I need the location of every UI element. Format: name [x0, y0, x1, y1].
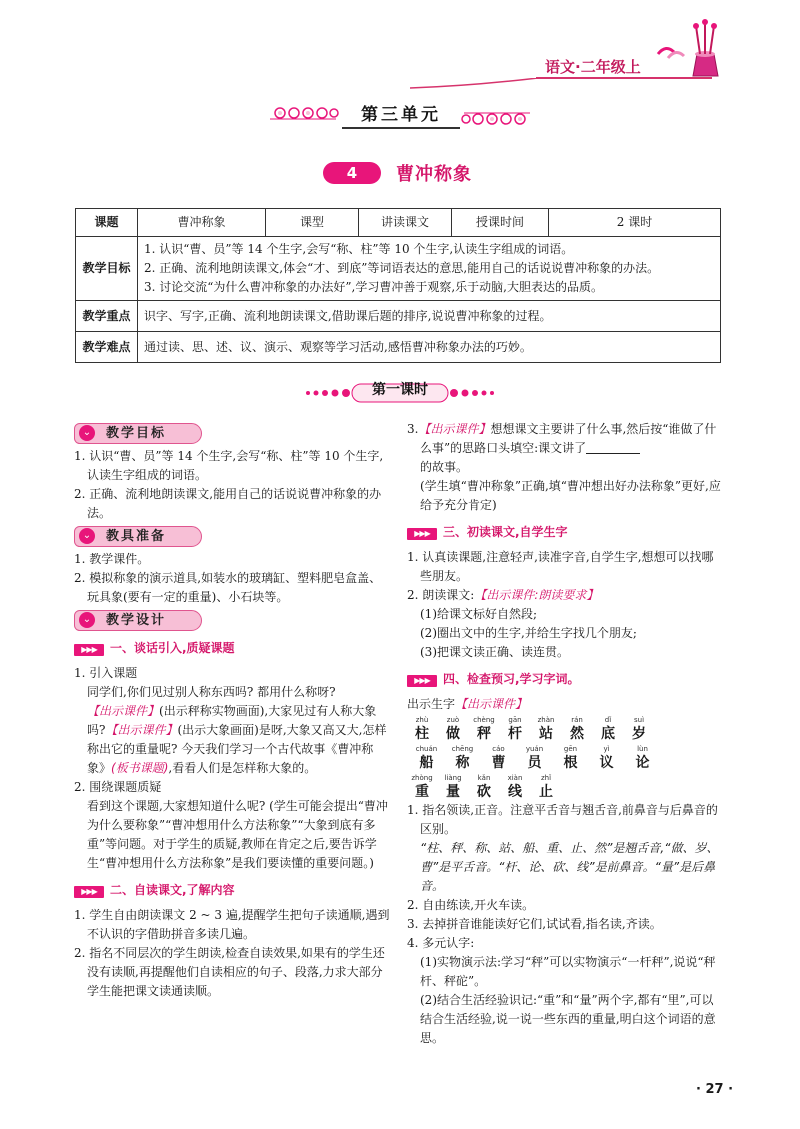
hanzi: 砍 — [477, 784, 491, 800]
table-header-goals: 教学目标 — [76, 237, 138, 301]
table-row — [76, 209, 721, 237]
chevron-down-icon: ⌄ — [79, 612, 95, 628]
triple-arrow-icon: ▶▶▶ — [74, 886, 104, 898]
paragraph: 【出示课件】(出示秤称实物画面),大家见过有人称大象吗?【出示课件】(出示大象画面)是呀,大象又高又大,怎样称出它的重量呢? 今天我们学习一个古代故事《曹冲称象》(板书课题),看看人们是怎样称大象的。 — [87, 704, 387, 775]
unit-title: 第三单元 — [342, 103, 460, 129]
table-header-type: 课型 — [266, 209, 359, 237]
lesson-title: 曹冲称象 — [396, 164, 472, 185]
right-column — [407, 420, 722, 1048]
pinyin: yuán — [525, 745, 544, 753]
table-header-difficulties: 教学难点 — [76, 332, 138, 363]
pinyin: chèng — [473, 716, 495, 724]
pinyin: chuán — [415, 745, 438, 753]
hanzi: 根 — [563, 755, 578, 771]
paragraph: 看到这个课题,大家想知道什么呢? (学生可能会提出“曹冲为什么要称象”“曹冲想用什么方法称象”“大象到底有多重”等问题。对于学生的质疑,教师在肯定之后,要告诉学生“曹冲想用什么方法称象”是我们要读懂的重要问题。) — [87, 799, 388, 870]
header-subject-label: 语文·二年级上 — [545, 58, 641, 76]
pinyin: yì — [603, 745, 610, 753]
hanzi: 岁 — [632, 726, 646, 742]
triple-arrow-icon: ▶▶▶ — [74, 644, 104, 656]
hanzi: 底 — [601, 726, 615, 742]
pinyin: zhòng — [411, 774, 433, 782]
chevron-down-icon: ⌄ — [79, 425, 95, 441]
pinyin: xiàn — [507, 774, 523, 782]
paragraph: 同学们,你们见过别人称东西吗? 都用什么称呀? — [87, 685, 336, 699]
char-item — [562, 716, 592, 743]
hanzi: 议 — [599, 755, 614, 771]
sub-item: (3)把课文读正确、读连贯。 — [420, 645, 569, 659]
list-item: 1. 引入课题 — [74, 666, 138, 680]
pinyin: chēng — [451, 745, 474, 753]
goal-item: 3. 讨论交流“为什么曹冲称象的办法好”,学习曹冲善于观察,乐于动脑,大胆表达的品质。 — [144, 280, 603, 294]
char-item — [517, 745, 552, 772]
char-item — [593, 716, 623, 743]
pinyin: lùn — [637, 745, 648, 753]
char-item — [469, 716, 499, 743]
pinyin: zhù — [415, 716, 429, 724]
hanzi: 秤 — [477, 726, 491, 742]
char-item — [500, 716, 530, 743]
list-item: 2. 自由练读,开火车读。 — [407, 898, 535, 912]
hanzi: 重 — [415, 784, 429, 800]
char-item — [625, 745, 660, 772]
section-label-design: ⌄ 教学设计 — [74, 610, 202, 631]
list-item: 3.【出示课件】想想课文主要讲了什么事,然后按“谁做了什么事”的思路口头填空:课文讲了 的故事。 — [407, 422, 717, 474]
paragraph: “柱、秤、称、站、船、重、止、然”是翘舌音,“做、岁、曹”是平舌音。“杆、论、砍、线”是前鼻音。“量”是后鼻音。 — [420, 841, 719, 893]
goal-item: 2. 正确、流利地朗读课文,体会“才、到底”等词语表达的意思,能用自己的话说说曹冲称象的办法。 — [144, 261, 660, 275]
pinyin: gān — [508, 716, 522, 724]
list-item: 2. 指名不同层次的学生朗读,检查自读效果,如果有的学生还没有读顺,再提醒他们自读相应的句子、段落,力求大部分学生能把课文读通读顺。 — [74, 946, 385, 998]
table-header-topic: 课题 — [76, 209, 138, 237]
pinyin: kǎn — [477, 774, 491, 782]
left-column — [74, 420, 390, 1001]
table-header-time: 授课时间 — [452, 209, 549, 237]
sub-item: (1)实物演示法:学习“秤”可以实物演示“一杆秤”,说说“秤杆、秤砣”。 — [420, 955, 716, 988]
char-item — [445, 745, 480, 772]
char-item — [469, 774, 499, 801]
sub-item: (1)给课文标好自然段; — [420, 607, 538, 621]
char-item — [500, 774, 530, 801]
char-item — [409, 745, 444, 772]
pinyin: liàng — [444, 774, 462, 782]
hanzi: 论 — [635, 755, 650, 771]
header-swoosh — [410, 78, 540, 90]
chars-label: 出示生字【出示课件】 — [407, 697, 528, 711]
char-row — [407, 774, 722, 801]
pinyin: gēn — [563, 745, 578, 753]
list-item: 1. 认真读课题,注意轻声,读准字音,自学生字,想想可以找哪些朋友。 — [407, 550, 714, 583]
hanzi: 柱 — [415, 726, 429, 742]
table-cell-topic: 曹冲称象 — [138, 209, 266, 237]
pinyin: zhǐ — [540, 774, 552, 782]
char-item — [624, 716, 654, 743]
hanzi: 然 — [570, 726, 584, 742]
section-label-materials: ⌄ 教具准备 — [74, 526, 202, 547]
paragraph: (学生填“曹冲称象”正确,填“曹冲想出好办法称象”更好,应给予充分肯定) — [420, 479, 721, 512]
char-item — [589, 745, 624, 772]
list-item: 1. 认识“曹、员”等 14 个生字,会写“称、柱”等 10 个生字,认读生字组成的词语。 — [74, 449, 384, 482]
pinyin: dǐ — [604, 716, 612, 724]
list-item: 2. 朗读课文:【出示课件:朗读要求】 — [407, 588, 599, 602]
table-row — [76, 237, 721, 301]
table-row — [76, 301, 721, 332]
hanzi: 杆 — [508, 726, 522, 742]
table-header-key-points: 教学重点 — [76, 301, 138, 332]
char-item — [438, 716, 468, 743]
hanzi: 线 — [508, 784, 522, 800]
hanzi: 做 — [446, 726, 460, 742]
step-heading: ▶▶▶ 四、检查预习,学习字词。 — [407, 670, 722, 689]
char-row — [407, 716, 722, 743]
table-cell-goals — [138, 237, 721, 301]
flower-pot-logo — [648, 14, 728, 84]
hanzi: 称 — [455, 755, 470, 771]
hanzi: 曹 — [491, 755, 506, 771]
list-item: 2. 模拟称象的演示道具,如装水的玻璃缸、塑料肥皂盒盖、玩具象(要有一定的重量)、小石块等。 — [74, 571, 382, 604]
sub-item: (2)结合生活经验识记:“重”和“量”两个字,都有“里”,可以结合生活经验,说一说一些东西的重量,明白这个词语的意思。 — [420, 993, 716, 1045]
list-item: 2. 正确、流利地朗读课文,能用自己的话说说曹冲称象的办法。 — [74, 487, 382, 520]
char-item — [438, 774, 468, 801]
char-item — [481, 745, 516, 772]
hanzi: 员 — [527, 755, 542, 771]
pinyin: zhàn — [537, 716, 555, 724]
goal-item: 1. 认识“曹、员”等 14 个生字,会写“称、柱”等 10 个生字,认读生字组成的词语。 — [144, 242, 574, 256]
char-item — [407, 774, 437, 801]
pinyin: zuò — [446, 716, 460, 724]
table-cell-difficulties: 通过读、思、述、议、演示、观察等学习活动,感悟曹冲称象办法的巧妙。 — [138, 332, 721, 363]
char-item — [531, 716, 561, 743]
char-item — [531, 774, 561, 801]
lesson-number-badge: 4 — [323, 162, 381, 184]
lesson-info-table — [75, 208, 721, 363]
list-item: 1. 教学课件。 — [74, 552, 150, 566]
list-item: 2. 围绕课题质疑 — [74, 780, 162, 794]
header-rule — [536, 77, 712, 79]
hanzi: 止 — [539, 784, 553, 800]
char-row — [407, 745, 722, 772]
list-item: 1. 指名领读,正音。注意平舌音与翘舌音,前鼻音与后鼻音的区别。 — [407, 803, 718, 836]
step-heading: ▶▶▶ 一、谈话引入,质疑课题 — [74, 639, 390, 658]
triple-arrow-icon: ▶▶▶ — [407, 528, 437, 540]
section-label-goals: ⌄ 教学目标 — [74, 423, 202, 444]
table-cell-time: 2 课时 — [549, 209, 721, 237]
triple-arrow-icon: ▶▶▶ — [407, 675, 437, 687]
pinyin: cáo — [492, 745, 505, 753]
hanzi: 量 — [446, 784, 460, 800]
char-item — [553, 745, 588, 772]
table-row — [76, 332, 721, 363]
fill-blank — [586, 441, 640, 454]
table-cell-key-points: 识字、写字,正确、流利地朗读课文,借助课后题的排序,说说曹冲称象的过程。 — [138, 301, 721, 332]
page-number: · 27 · — [696, 1082, 734, 1097]
period-title: 第一课时 — [372, 382, 428, 398]
pinyin: rán — [571, 716, 583, 724]
hanzi: 站 — [539, 726, 553, 742]
sub-item: (2)圈出文中的生字,并给生字找几个朋友; — [420, 626, 637, 640]
list-item: 4. 多元认字: — [407, 936, 475, 950]
chevron-down-icon: ⌄ — [79, 528, 95, 544]
pinyin: suì — [633, 716, 645, 724]
step-heading: ▶▶▶ 二、自读课文,了解内容 — [74, 881, 390, 900]
char-item — [407, 716, 437, 743]
table-cell-type: 讲读课文 — [359, 209, 452, 237]
list-item: 1. 学生自由朗读课文 2 ~ 3 遍,提醒学生把句子读通顺,遇到不认识的字借助拼音多读几遍。 — [74, 908, 390, 941]
list-item: 3. 去掉拼音谁能读好它们,试试看,指名读,齐读。 — [407, 917, 662, 931]
step-heading: ▶▶▶ 三、初读课文,自学生字 — [407, 523, 722, 542]
hanzi: 船 — [419, 755, 434, 771]
